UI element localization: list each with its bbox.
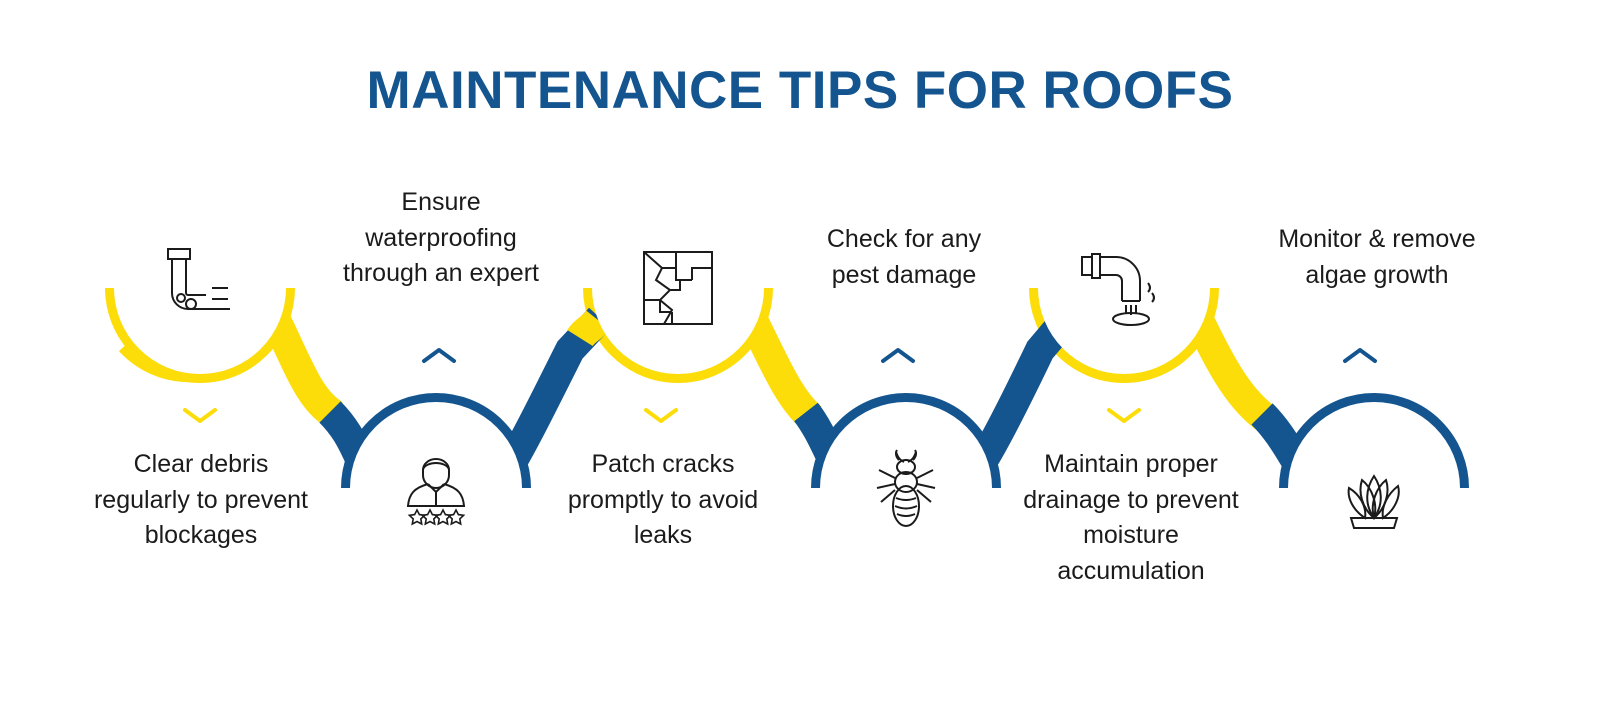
termite-pest-icon bbox=[856, 438, 956, 538]
step-circle-5[interactable] bbox=[1038, 202, 1210, 374]
step-circle-4[interactable] bbox=[820, 402, 992, 574]
step-label-1: Clear debris regularly to prevent blockages bbox=[93, 450, 308, 549]
chevron-down-icon-5 bbox=[1104, 404, 1144, 426]
step-circle-2[interactable] bbox=[350, 402, 522, 574]
step-label-5: Maintain proper drainage to prevent moisture accumulation bbox=[1023, 450, 1239, 585]
algae-growth-icon bbox=[1324, 438, 1424, 538]
chevron-down-icon-3 bbox=[641, 404, 681, 426]
page-title: MAINTENANCE TIPS FOR ROOFS bbox=[366, 61, 1234, 120]
step-label-4: Check for any pest damage bbox=[826, 225, 982, 289]
chevron-up-icon-4 bbox=[878, 344, 918, 366]
step-label-3: Patch cracks promptly to avoid leaks bbox=[567, 450, 759, 549]
gutter-pipe-icon bbox=[150, 238, 250, 338]
cracked-wall-icon bbox=[628, 238, 728, 338]
chevron-down-icon-1 bbox=[180, 404, 220, 426]
drainage-pipe-water-icon bbox=[1074, 238, 1174, 338]
step-label-6: Monitor & remove algae growth bbox=[1278, 225, 1476, 289]
step-label-2: Ensure waterproofing through an expert bbox=[343, 188, 539, 287]
step-circle-3[interactable] bbox=[592, 202, 764, 374]
chevron-up-icon-6 bbox=[1340, 344, 1380, 366]
step-circle-6[interactable] bbox=[1288, 402, 1460, 574]
chevron-up-icon-2 bbox=[419, 344, 459, 366]
expert-person-icon bbox=[386, 438, 486, 538]
step-circle-1[interactable] bbox=[114, 202, 286, 374]
